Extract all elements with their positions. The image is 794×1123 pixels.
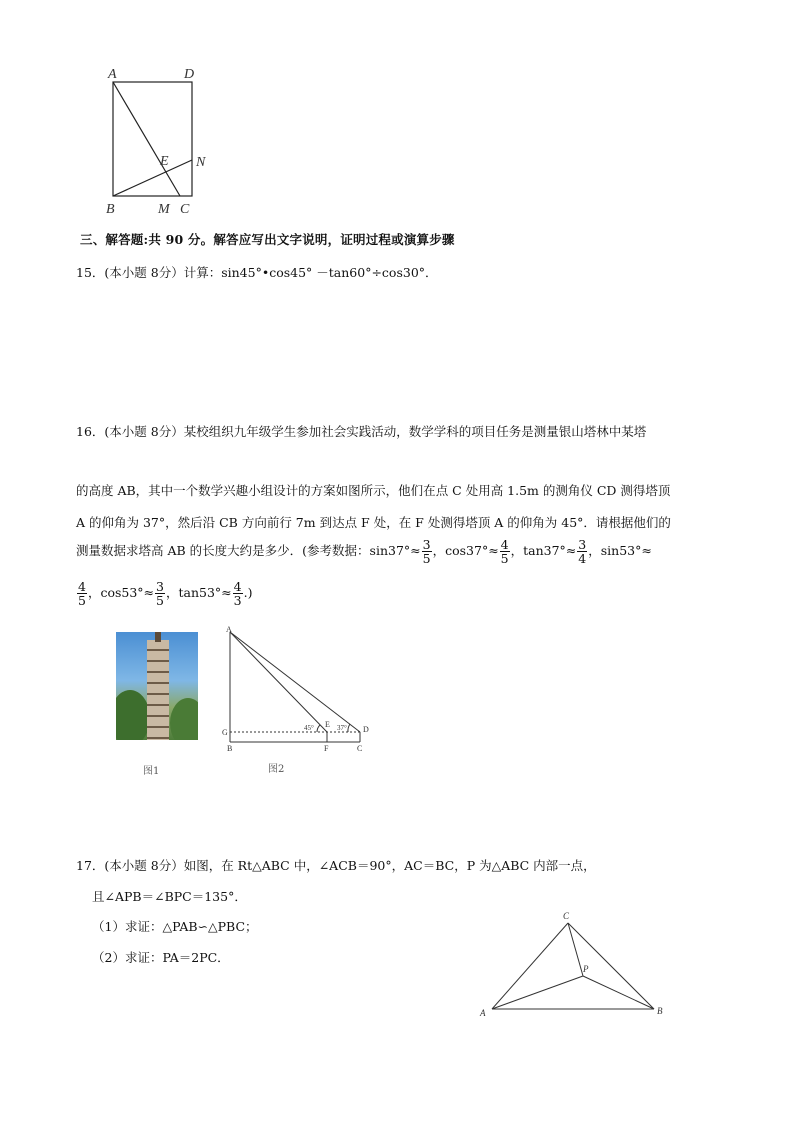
angle-45-label: 45° <box>304 724 314 732</box>
figure-1-caption: 图1 <box>143 766 160 777</box>
tan37-text: ，tan37°≈ <box>510 543 577 559</box>
fig2-label-A: A <box>226 625 232 634</box>
fraction-3-4 <box>577 538 587 565</box>
frac-den: 5 <box>78 593 86 609</box>
angle-37-label: 37° <box>337 724 347 732</box>
frac-num: 3 <box>578 537 587 552</box>
triangle-figure <box>472 905 682 1025</box>
fig17-label-A: A <box>480 1008 486 1018</box>
frac-num: 4 <box>500 537 509 552</box>
q17-part-1: （1）求证：△PAB∽△PBC； <box>92 919 258 934</box>
q17-line-1: 17．(本小题 8分）如图，在 Rt△ABC 中，∠ACB＝90°，AC＝BC，P 为△ABC 内部一点， <box>76 858 596 873</box>
fig2-label-B: B <box>227 744 233 753</box>
tan53-text: ，tan53°≈ <box>165 585 232 601</box>
label-D: D <box>184 67 195 82</box>
q17-line-2: 且∠APB＝∠BPC＝135°． <box>92 889 247 904</box>
q16-line-3: A 的仰角为 37°，然后沿 CB 方向前行 7m 到达点 F 处，在 F 处测得塔顶 A 的仰角为 45°．请根据他们的 <box>76 515 671 530</box>
fraction-3-5 <box>155 580 165 607</box>
label-M: M <box>158 202 170 217</box>
fraction-4-5 <box>500 538 510 565</box>
question-15: 15．(本小题 8分）计算：sin45°•cos45° －tan60°÷cos30°． <box>76 265 438 280</box>
fig2-label-G: G <box>222 728 228 737</box>
frac-num: 4 <box>78 579 86 594</box>
tower-photo <box>116 632 198 740</box>
tree-right <box>170 698 198 740</box>
cos53-text: ，cos53°≈ <box>87 585 155 601</box>
q16-line-1: 16．(本小题 8分）某校组织九年级学生参加社会实践活动，数学学科的项目任务是测量银山塔林中某塔 <box>76 424 647 439</box>
fig2-label-C: C <box>357 744 363 753</box>
label-E: E <box>160 154 169 169</box>
fig17-label-B: B <box>657 1006 663 1016</box>
frac-num: 4 <box>233 579 242 594</box>
label-N: N <box>196 155 206 170</box>
tower-body <box>147 640 169 740</box>
fraction-3-5 <box>422 538 432 565</box>
q17-part-2: （2）求证：PA＝2PC． <box>92 950 230 965</box>
label-B: B <box>106 202 115 217</box>
frac-den: 4 <box>578 551 587 567</box>
frac-num: 3 <box>156 579 164 594</box>
fig17-label-P: P <box>583 964 589 974</box>
tree-left <box>116 690 150 740</box>
frac-den: 5 <box>500 551 509 567</box>
tower-top <box>155 632 161 642</box>
label-C: C <box>180 202 190 217</box>
frac-den: 3 <box>233 593 242 609</box>
section-heading: 三、解答题:共 90 分。解答应写出文字说明，证明过程或演算步骤 <box>80 232 455 247</box>
fraction-4-5 <box>77 580 87 607</box>
q16-line-5 <box>76 580 252 607</box>
fig2-label-F: F <box>324 744 329 753</box>
fig2-label-E: E <box>325 720 330 729</box>
figure-2-caption: 图2 <box>268 764 285 775</box>
fig17-label-C: C <box>563 911 570 921</box>
fraction-4-3 <box>233 580 243 607</box>
q16-line-4 <box>76 538 652 565</box>
frac-num: 3 <box>422 537 431 552</box>
cos37-text: ，cos37°≈ <box>432 543 499 559</box>
frac-den: 5 <box>156 593 164 609</box>
q16-line-2: 的高度 AB，其中一个数学兴趣小组设计的方案如图所示，他们在点 C 处用高 1.5m 的测角仪 CD 测得塔顶 <box>76 483 671 498</box>
end-text: .) <box>243 585 253 601</box>
fig2-label-D: D <box>363 725 369 734</box>
sin53-text: ，sin53°≈ <box>588 543 652 559</box>
label-A: A <box>108 67 117 82</box>
q16-line4-text: 测量数据求塔高 AB 的长度大约是多少．(参考数据：sin37°≈ <box>76 543 421 559</box>
measurement-diagram <box>220 624 380 754</box>
frac-den: 5 <box>422 551 431 567</box>
rectangle-figure <box>100 60 220 220</box>
